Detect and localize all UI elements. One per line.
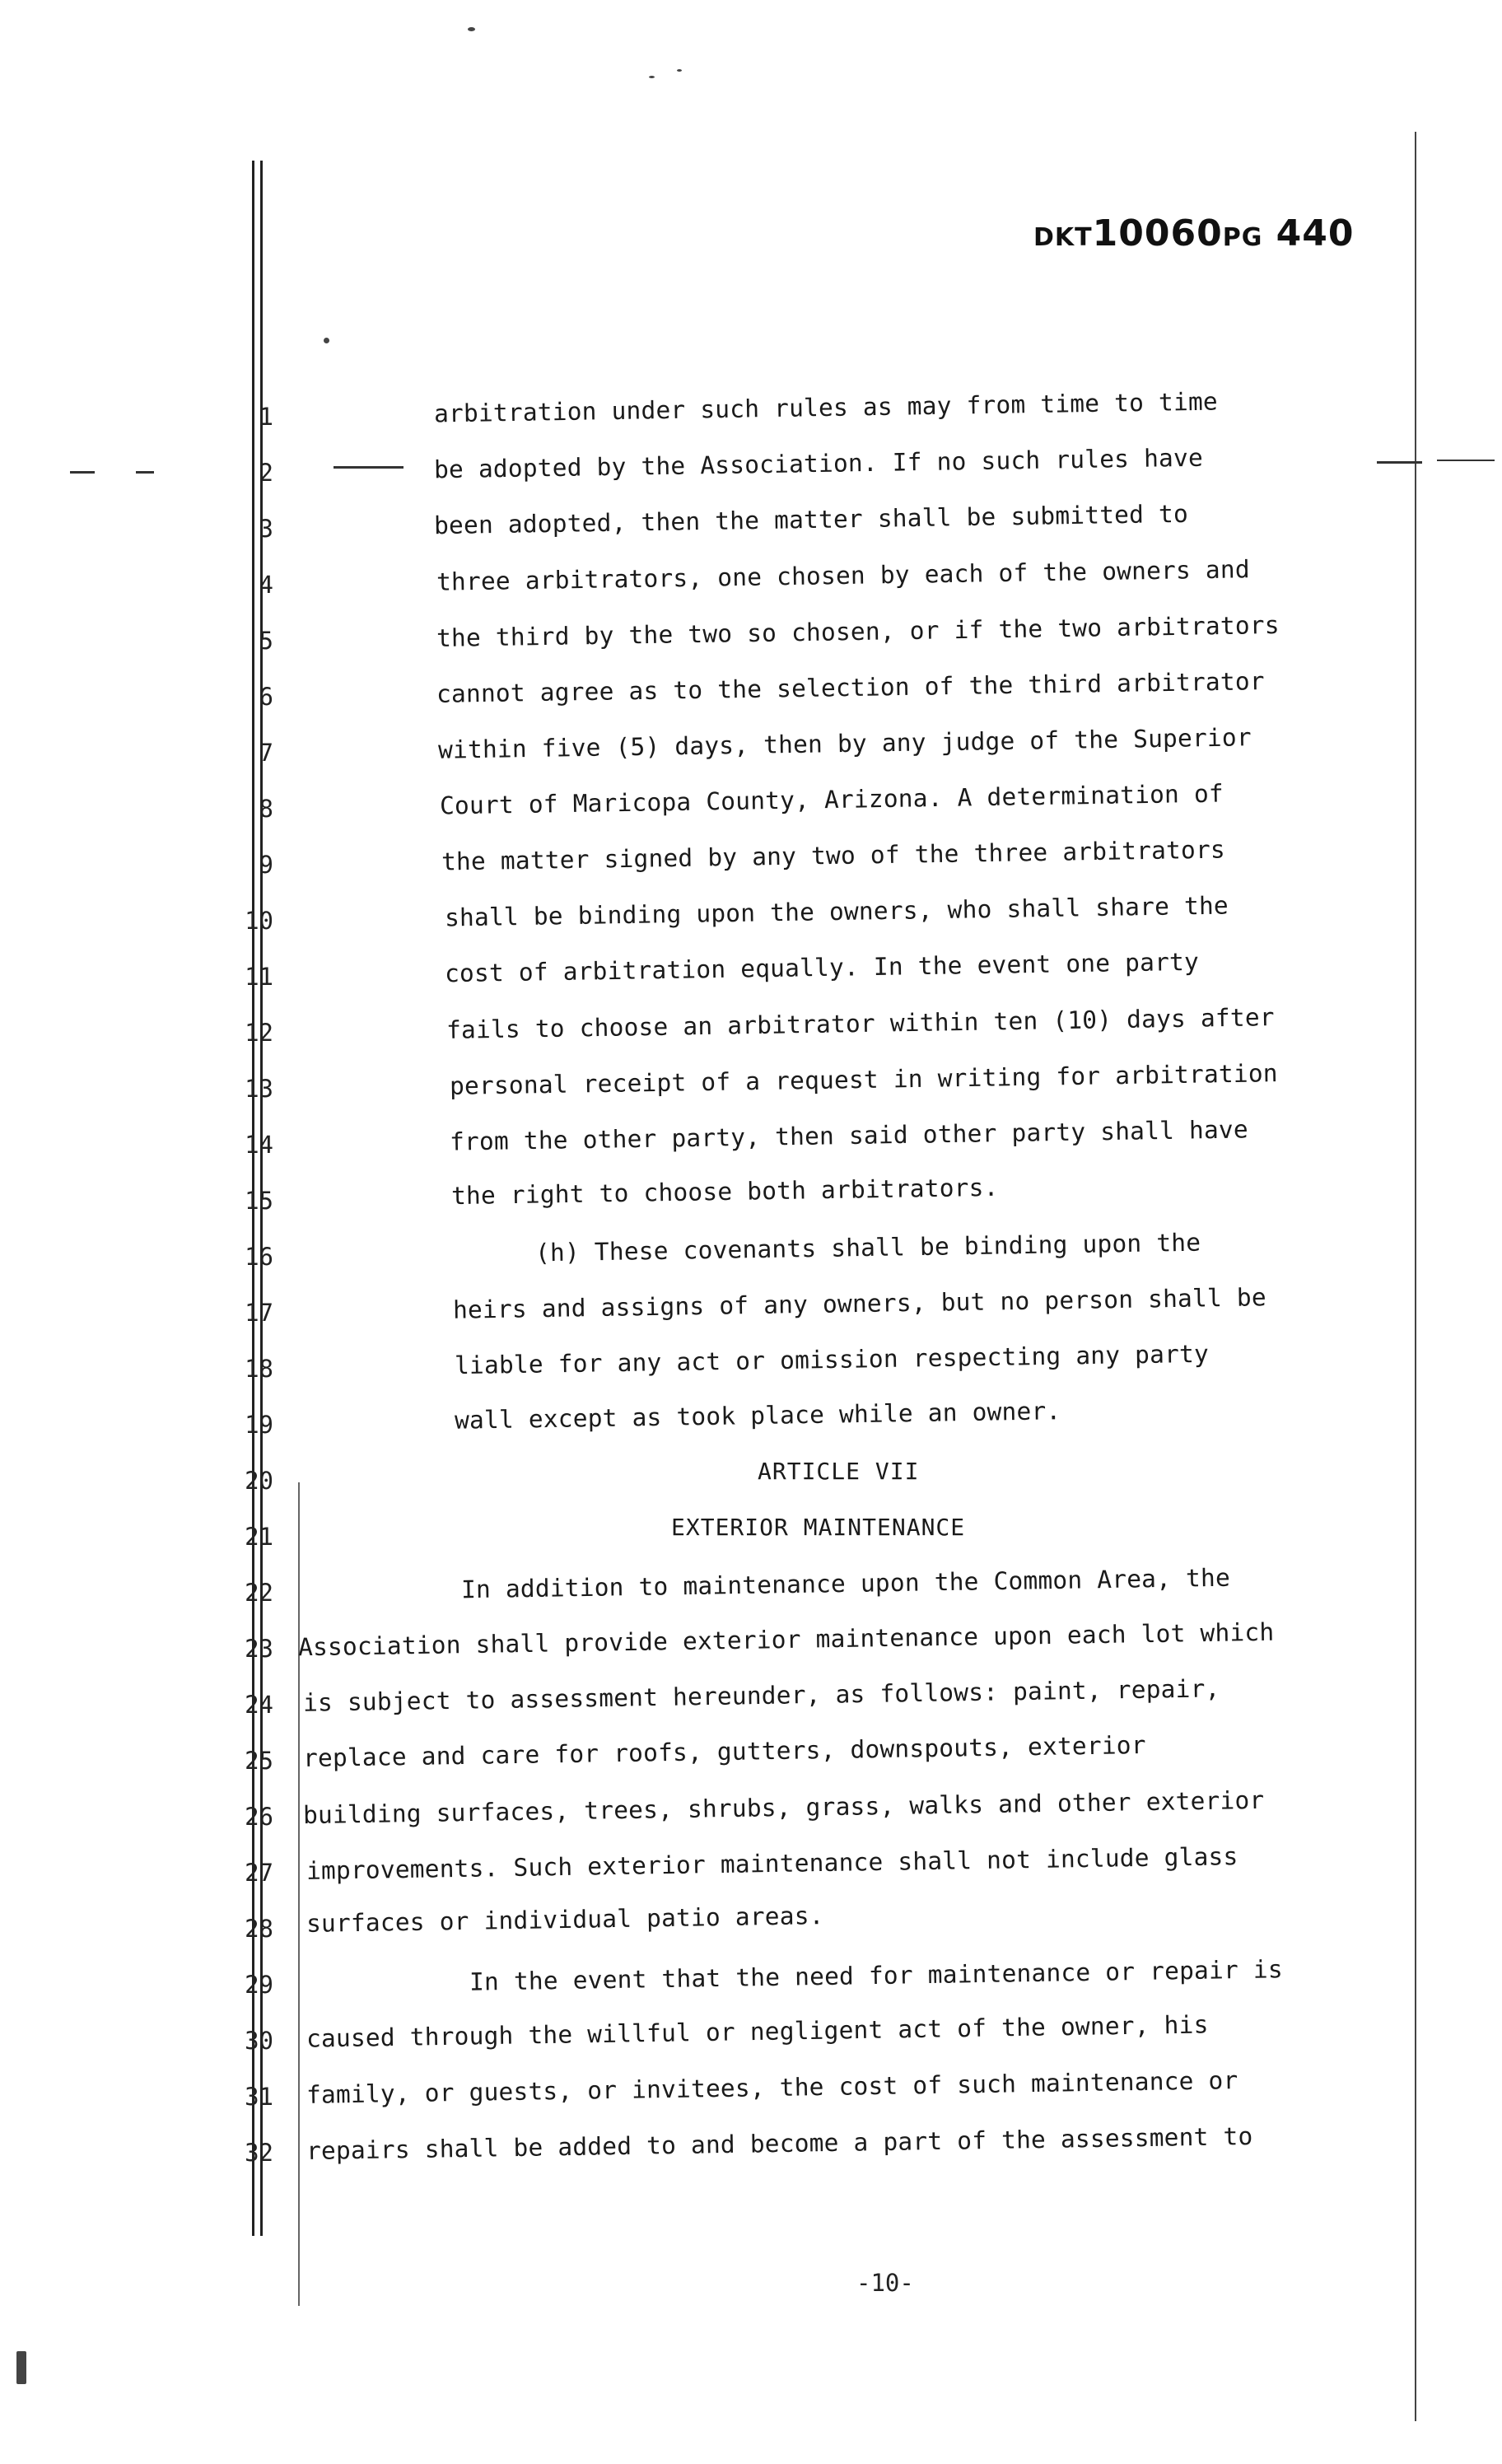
right-margin-rule: [1415, 132, 1416, 2421]
line-number: 26: [245, 1803, 273, 1831]
line-number: 15: [245, 1187, 273, 1215]
section-heading: EXTERIOR MAINTENANCE: [671, 1514, 966, 1541]
text-line: within five (5) days, then by any judge of the Superior: [437, 723, 1252, 764]
text-line: the third by the two so chosen, or if the two arbitrators: [436, 610, 1280, 653]
margin-dash-left: [70, 471, 95, 474]
line-number: 7: [259, 739, 273, 767]
line-number: 10: [245, 907, 273, 935]
text-line: replace and care for roofs, gutters, downspouts, exterior: [302, 1730, 1146, 1773]
text-line: family, or guests, or invitees, the cost of such maintenance or: [306, 2066, 1238, 2109]
line-number: 22: [245, 1579, 273, 1607]
speck: [324, 338, 329, 343]
line-number: 30: [245, 2027, 273, 2055]
recording-stamp: [1033, 212, 1355, 254]
text-line: liable for any act or omission respecting any party: [454, 1339, 1210, 1380]
line-number: 21: [245, 1523, 273, 1551]
speck: [468, 27, 475, 31]
line-number: 18: [245, 1355, 273, 1383]
text-line: three arbitrators, one chosen by each of the owners and: [436, 555, 1251, 596]
text-line: repairs shall be added to and become a part of the assessment to: [306, 2121, 1253, 2166]
speck: [649, 76, 655, 78]
text-line: fails to choose an arbitrator within ten (10) days after: [445, 1003, 1276, 1044]
line-number: 24: [245, 1691, 273, 1719]
line-number: 19: [245, 1411, 273, 1439]
line-number: 4: [259, 571, 273, 599]
line-number: 13: [245, 1075, 273, 1103]
text-line: improvements. Such exterior maintenance shall not include glass: [306, 1842, 1238, 1885]
line-number: 5: [259, 627, 273, 655]
speck: [16, 2351, 26, 2384]
margin-dash-right: [1377, 461, 1422, 464]
line-number: 29: [245, 1971, 273, 1999]
text-line: heirs and assigns of any owners, but no person shall be: [452, 1283, 1267, 1324]
text-line: caused through the willful or negligent act of the owner, his: [306, 2010, 1209, 2053]
text-line: Court of Maricopa County, Arizona. A determination of: [439, 779, 1224, 820]
text-line: In addition to maintenance upon the Common Area, the: [460, 1563, 1231, 1604]
line-number: 17: [245, 1299, 273, 1327]
line-number: 25: [245, 1747, 273, 1775]
text-line: building surfaces, trees, shrubs, grass, walks and other exterior: [302, 1785, 1265, 1830]
text-line: the matter signed by any two of the three arbitrators: [441, 835, 1226, 876]
margin-dash-left2: [136, 471, 154, 474]
line-number: 6: [259, 683, 273, 711]
left-margin-rule-faint: [298, 1482, 300, 2306]
margin-dash-far-right: [1437, 460, 1495, 461]
margin-dash-mid: [334, 466, 403, 469]
text-line: from the other party, then said other party shall have: [449, 1115, 1249, 1156]
speck: [677, 69, 682, 72]
docket-page: 440: [1276, 212, 1355, 254]
line-number: 16: [245, 1243, 273, 1271]
line-number: 8: [259, 795, 273, 823]
line-number: 2: [259, 459, 273, 487]
text-line: shall be binding upon the owners, who shall share the: [444, 891, 1229, 932]
line-number: 23: [245, 1635, 273, 1663]
text-line: been adopted, then the matter shall be submitted to: [433, 499, 1189, 540]
docket-prefix: DKT: [1033, 223, 1093, 252]
line-number: 28: [245, 1915, 273, 1943]
docket-number: 10060: [1092, 212, 1223, 254]
article-heading: ARTICLE VII: [758, 1458, 920, 1485]
text-line: Association shall provide exterior maintenance upon each lot which: [297, 1617, 1275, 1662]
line-number: 1: [259, 403, 273, 431]
text-line: cost of arbitration equally. In the event one party: [444, 947, 1200, 988]
line-number: 9: [259, 851, 273, 879]
text-line: personal receipt of a request in writing for arbitration: [449, 1059, 1279, 1100]
line-number: 12: [245, 1019, 273, 1047]
text-line: In the event that the need for maintenance or repair is: [469, 1955, 1284, 1996]
line-number: 31: [245, 2083, 273, 2111]
page-number: -10-: [856, 2269, 914, 2297]
text-line: cannot agree as to the selection of the third arbitrator: [436, 667, 1266, 708]
text-line: is subject to assessment hereunder, as follows: paint, repair,: [302, 1674, 1220, 1717]
text-line: (h) These covenants shall be binding upon the: [534, 1228, 1201, 1267]
line-number: 11: [245, 963, 273, 991]
line-number: 3: [259, 515, 273, 543]
text-line: wall except as took place while an owner.: [454, 1397, 1061, 1435]
line-number: 14: [245, 1131, 273, 1159]
page-prefix: PG: [1222, 223, 1263, 252]
text-line: arbitration under such rules as may from time to time: [433, 387, 1219, 428]
text-line: be adopted by the Association. If no such rules have: [433, 443, 1204, 484]
line-number: 20: [245, 1467, 273, 1495]
text-line: the right to choose both arbitrators.: [450, 1173, 999, 1211]
text-line: surfaces or individual patio areas.: [306, 1902, 824, 1938]
line-number: 27: [245, 1859, 273, 1887]
line-number: 32: [245, 2139, 273, 2167]
